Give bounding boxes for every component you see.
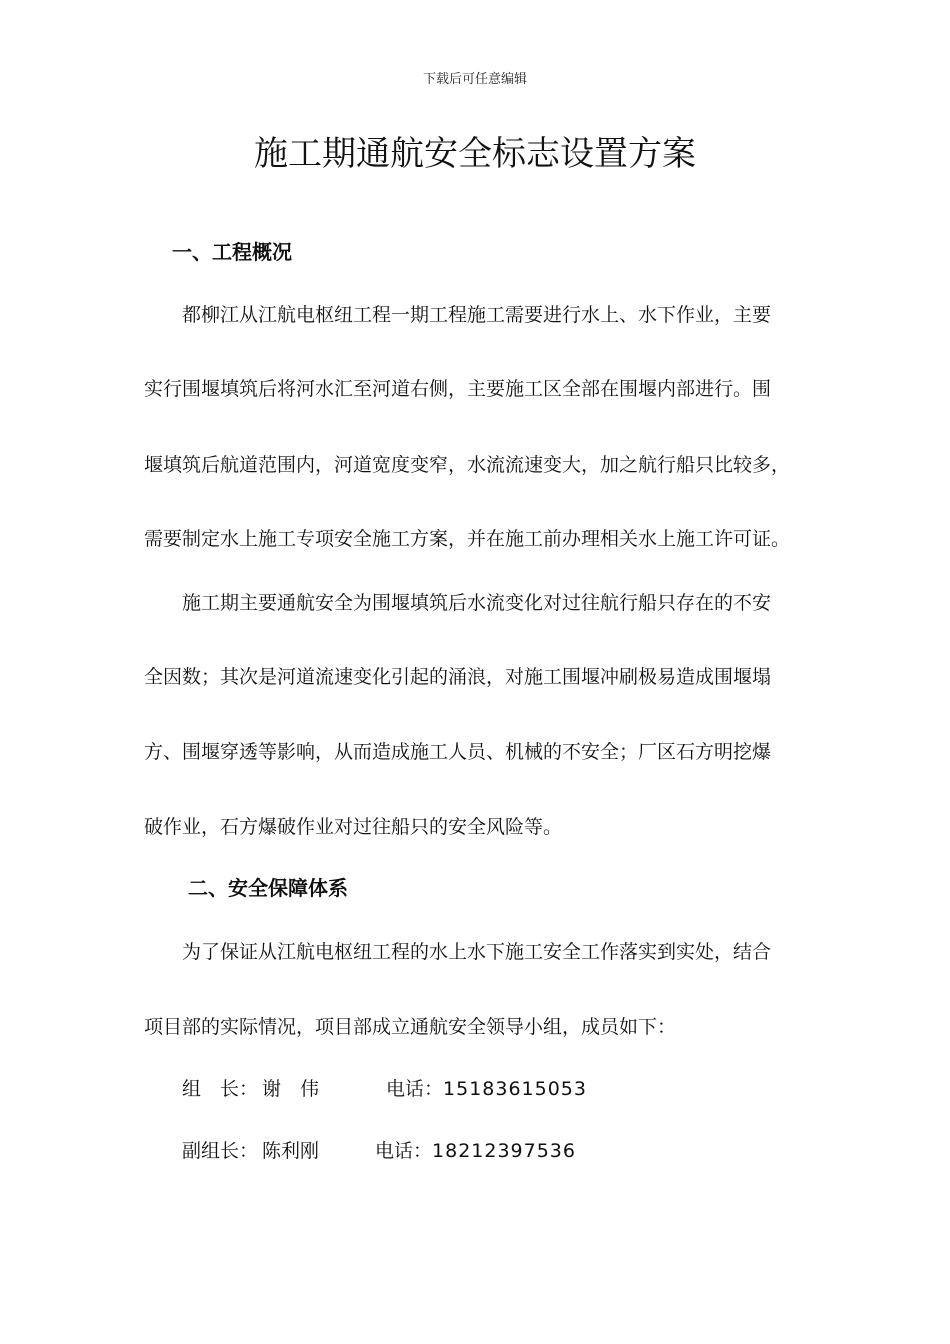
paragraph-line: 破作业，石方爆破作业对过往船只的安全风险等。 — [144, 816, 563, 838]
paragraph-line: 项目部的实际情况，项目部成立通航安全领导小组，成员如下： — [144, 1016, 677, 1038]
member-role: 副组长： — [182, 1140, 259, 1162]
page-title: 施工期通航安全标志设置方案 — [254, 134, 696, 174]
paragraph-line: 堰填筑后航道范围内，河道宽度变窄，水流流速变大，加之航行船只比较多， — [144, 454, 791, 476]
paragraph-line: 实行围堰填筑后将河水汇至河道右侧，主要施工区全部在围堰内部进行。围 — [144, 378, 772, 400]
paragraph-line: 施工期主要通航安全为围堰填筑后水流变化对过往航行船只存在的不安 — [182, 592, 772, 614]
paragraph-line: 都柳江从江航电枢纽工程一期工程施工需要进行水上、水下作业，主要 — [182, 304, 772, 326]
member-row-deputy — [182, 1136, 576, 1163]
member-row-leader — [182, 1074, 587, 1101]
paragraph-line: 方、围堰穿透等影响，从而造成施工人员、机械的不安全；厂区石方明挖爆 — [144, 741, 772, 763]
member-name: 谢 伟 — [262, 1078, 320, 1100]
member-role: 组 长： — [182, 1078, 259, 1100]
section-heading-safety-system: 二、安全保障体系 — [188, 876, 348, 900]
member-phone-label: 电话： — [375, 1140, 433, 1162]
paragraph-line: 全因数；其次是河道流速变化引起的涌浪，对施工围堰冲刷极易造成围堰塌 — [144, 666, 772, 688]
header-note: 下载后可任意编辑 — [422, 72, 527, 87]
member-phone: 15183615053 — [443, 1078, 587, 1100]
member-name: 陈利刚 — [262, 1140, 320, 1162]
section-heading-overview: 一、工程概况 — [172, 240, 292, 264]
member-phone: 18212397536 — [432, 1140, 576, 1162]
member-phone-label: 电话： — [386, 1078, 444, 1100]
paragraph-line: 需要制定水上施工专项安全施工方案，并在施工前办理相关水上施工许可证。 — [144, 528, 791, 550]
paragraph-line: 为了保证从江航电枢纽工程的水上水下施工安全工作落实到实处，结合 — [182, 941, 772, 963]
